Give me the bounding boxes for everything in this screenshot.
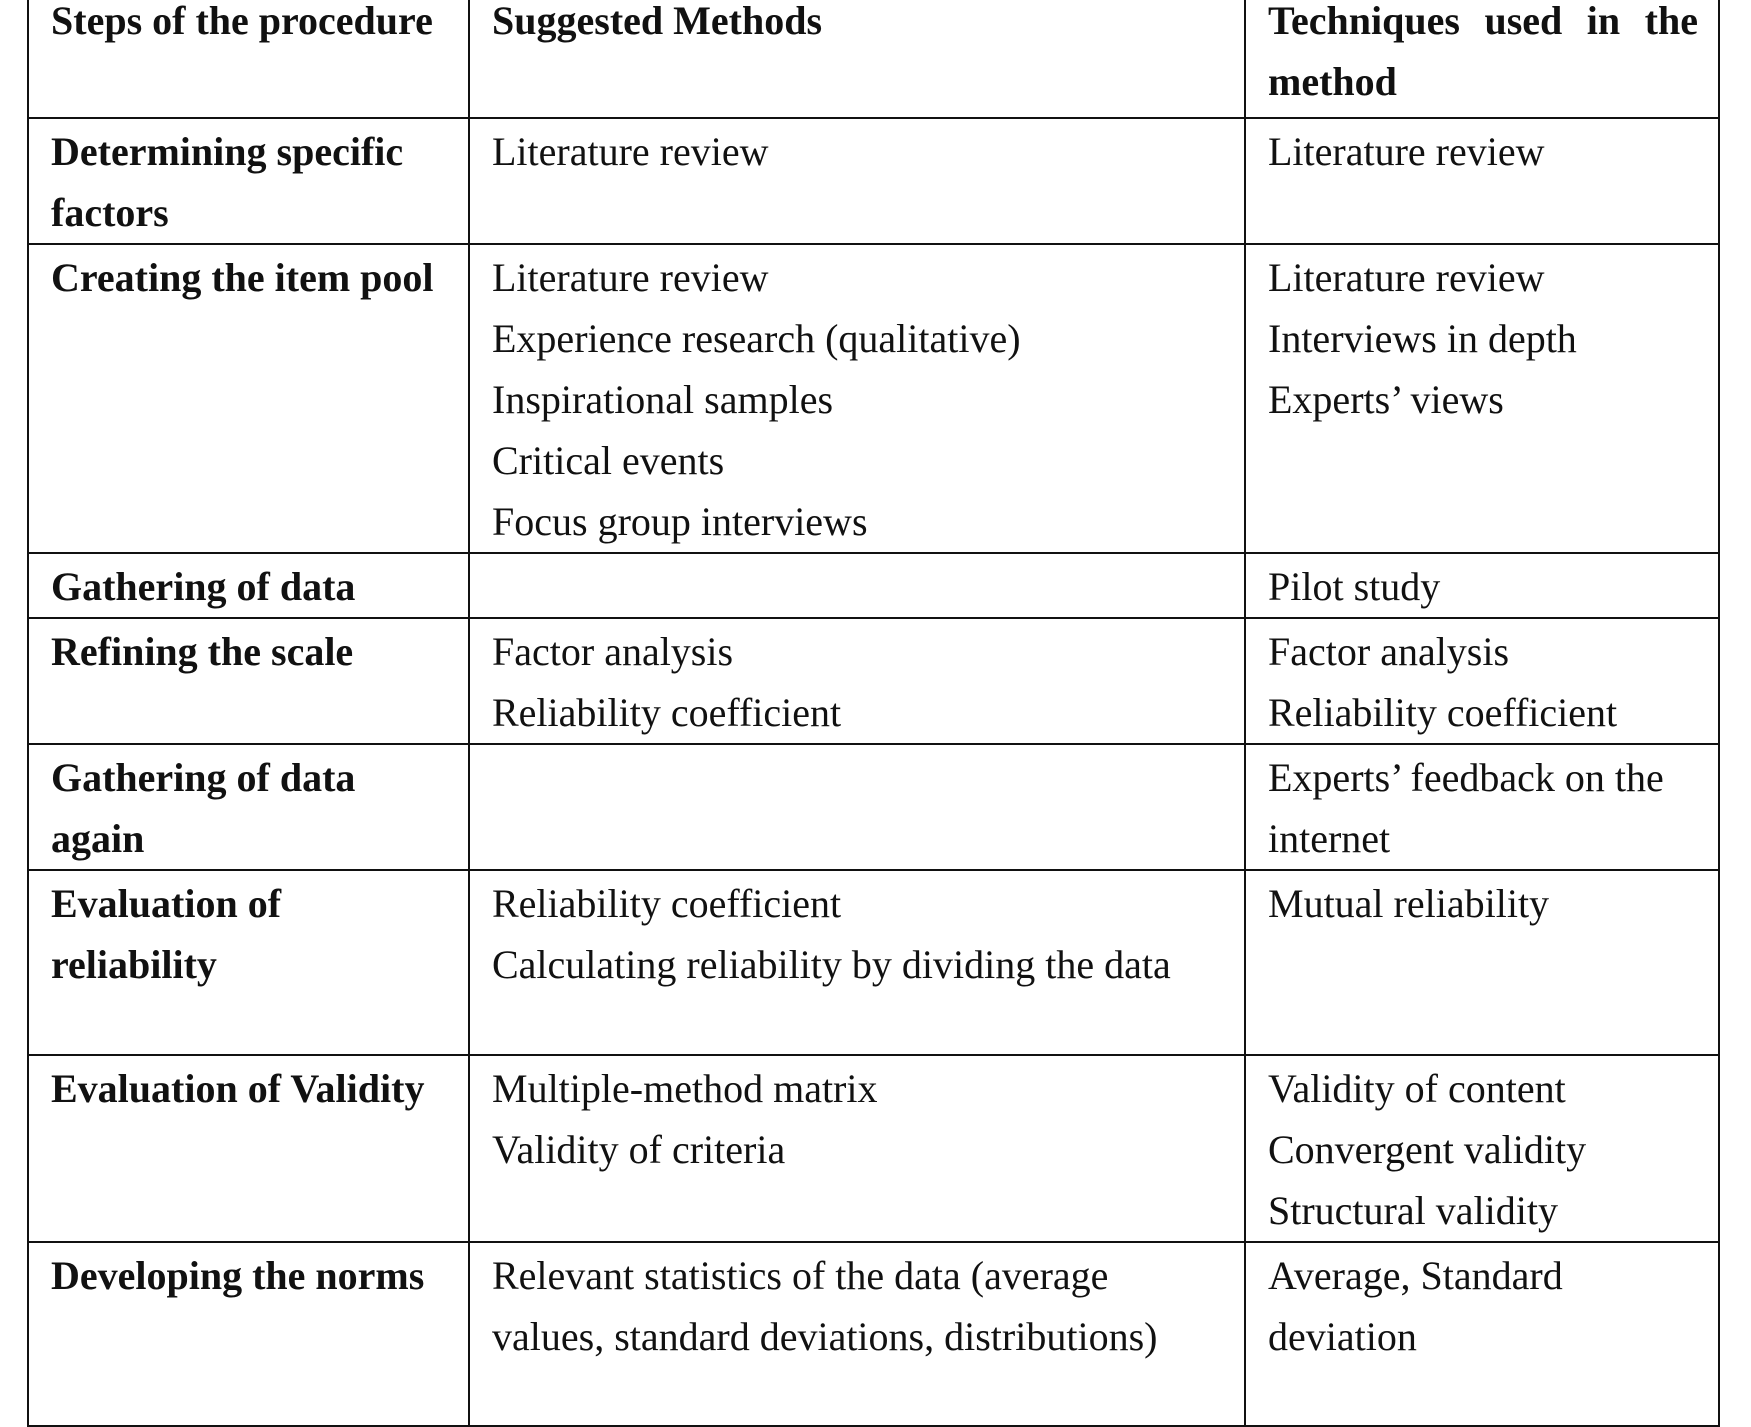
techniques-item: Literature review (1268, 129, 1545, 174)
techniques-item: Structural validity (1268, 1188, 1558, 1233)
step-cell: Creating the item pool (28, 244, 469, 553)
techniques-item: Reliability coefficient (1268, 690, 1618, 735)
techniques-item: Average, Standard deviation (1268, 1253, 1563, 1359)
methods-item: Multiple-method matrix (492, 1066, 878, 1111)
techniques-cell (1245, 1242, 1719, 1426)
techniques-cell (1245, 618, 1719, 744)
header-row (28, 0, 1719, 118)
methods-item: Calculating reliability by dividing the data (492, 942, 1171, 987)
techniques-cell (1245, 244, 1719, 553)
methods-cell (469, 553, 1245, 618)
table-row (28, 1242, 1719, 1426)
techniques-item: Experts’ feedback on the internet (1268, 755, 1664, 861)
table-row (28, 618, 1719, 744)
methods-cell (469, 1055, 1245, 1242)
methods-item: Reliability coefficient (492, 690, 842, 735)
techniques-item: Convergent validity (1268, 1127, 1587, 1172)
methods-cell (469, 870, 1245, 1055)
methods-item: Experience research (qualitative) (492, 316, 1021, 361)
step-cell: Determining specific factors (28, 118, 469, 244)
methods-item: Inspirational samples (492, 377, 834, 422)
table-row (28, 870, 1719, 1055)
methods-item: Factor analysis (492, 629, 734, 674)
methods-cell (469, 1242, 1245, 1426)
techniques-item: Experts’ views (1268, 377, 1504, 422)
table-row (28, 244, 1719, 553)
techniques-cell (1245, 118, 1719, 244)
step-cell: Gathering of data (28, 553, 469, 618)
techniques-cell (1245, 553, 1719, 618)
methods-cell (469, 618, 1245, 744)
techniques-item: Validity of content (1268, 1066, 1566, 1111)
step-cell: Evaluation of Validity (28, 1055, 469, 1242)
methods-item: Literature review (492, 255, 769, 300)
table-row (28, 1055, 1719, 1242)
methods-item: Validity of criteria (492, 1127, 786, 1172)
methods-cell (469, 118, 1245, 244)
methods-item: Reliability coefficient (492, 881, 842, 926)
methods-item: Critical events (492, 438, 725, 483)
methods-item: Relevant statistics of the data (average values, standard deviations, distributions) (492, 1253, 1158, 1359)
header-steps: Steps of the procedure (28, 0, 469, 118)
procedure-table (27, 0, 1720, 1427)
techniques-cell (1245, 1055, 1719, 1242)
step-cell: Evaluation of reliability (28, 870, 469, 1055)
techniques-cell (1245, 870, 1719, 1055)
methods-cell (469, 744, 1245, 870)
step-cell: Gathering of data again (28, 744, 469, 870)
methods-cell (469, 244, 1245, 553)
table-row (28, 118, 1719, 244)
step-cell: Refining the scale (28, 618, 469, 744)
techniques-item: Literature review (1268, 255, 1545, 300)
methods-item: Literature review (492, 129, 769, 174)
table-row (28, 744, 1719, 870)
table-row (28, 553, 1719, 618)
header-techniques: Techniques used in the method (1245, 0, 1719, 118)
techniques-cell (1245, 744, 1719, 870)
techniques-item: Factor analysis (1268, 629, 1510, 674)
techniques-item: Interviews in depth (1268, 316, 1577, 361)
step-cell: Developing the norms (28, 1242, 469, 1426)
techniques-item: Pilot study (1268, 564, 1441, 609)
techniques-item: Mutual reliability (1268, 881, 1550, 926)
methods-item: Focus group interviews (492, 499, 868, 544)
header-methods: Suggested Methods (469, 0, 1245, 118)
